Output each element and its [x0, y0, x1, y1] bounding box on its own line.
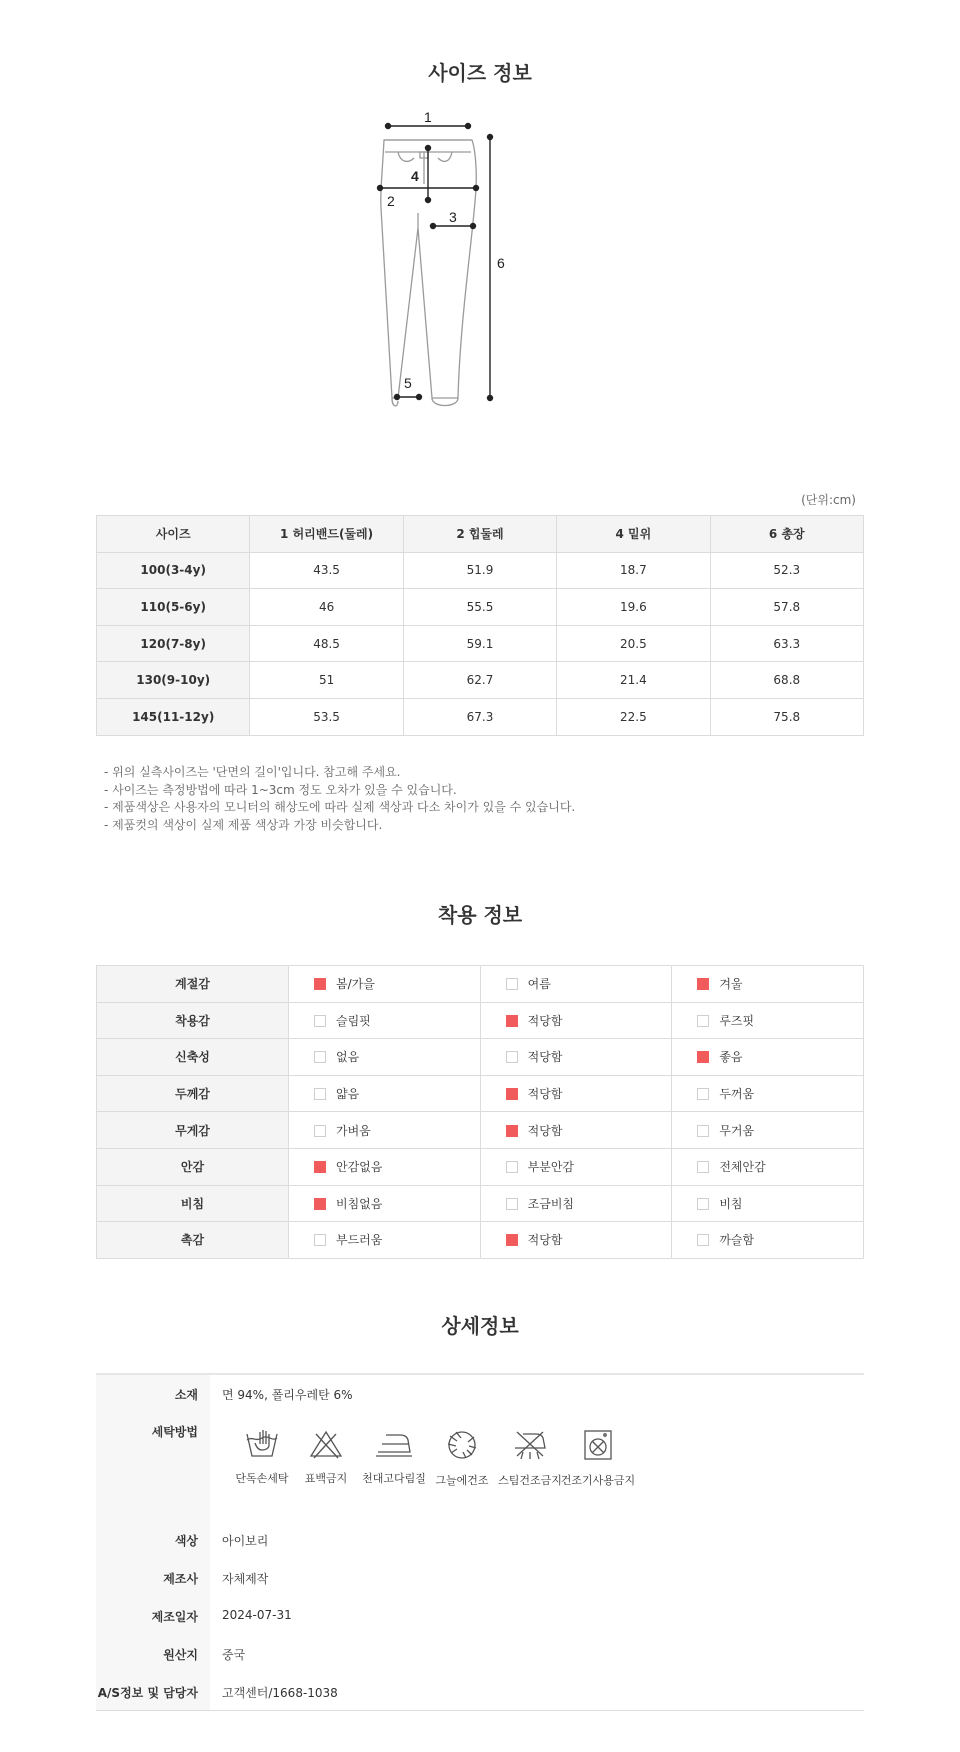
fit-option-label: 봄/가을 — [336, 977, 375, 992]
detail-bottom-border — [96, 1710, 864, 1711]
detail-section-title: 상세정보 — [441, 1314, 519, 1338]
fit-option-label: 얇음 — [336, 1087, 360, 1102]
fit-row-label: 안감 — [97, 1148, 289, 1185]
table-cell: 75.8 — [710, 698, 863, 735]
fit-option — [672, 1222, 864, 1259]
unchecked-box-icon — [697, 1125, 709, 1137]
hand-wash-icon — [244, 1428, 280, 1460]
table-row — [97, 662, 864, 699]
fit-row-label: 촉감 — [97, 1222, 289, 1259]
fit-option — [480, 1039, 672, 1076]
table-row — [97, 552, 864, 589]
care-label: 스팀건조금지 — [498, 1474, 562, 1487]
table-header-cell: 1 허리밴드(둘레) — [250, 516, 403, 553]
checked-box-icon — [314, 978, 326, 990]
fit-option — [672, 1039, 864, 1076]
checked-box-icon — [697, 1051, 709, 1063]
care-label: 건조기사용금지 — [560, 1474, 636, 1487]
fit-row-label: 신축성 — [97, 1039, 289, 1076]
fit-option — [480, 1148, 672, 1185]
fit-option — [672, 966, 864, 1003]
fit-option — [289, 1185, 481, 1222]
unit-label: (단위:cm) — [801, 493, 856, 507]
fit-option-label: 좋음 — [719, 1050, 743, 1065]
fit-option — [672, 1112, 864, 1149]
color-label: 색상 — [174, 1534, 198, 1548]
table-cell: 55.5 — [403, 589, 556, 626]
fit-row-label: 비침 — [97, 1185, 289, 1222]
fit-row — [97, 1002, 864, 1039]
as-info-label: A/S정보 및 담당자 — [97, 1686, 198, 1700]
fit-option-label: 조금비침 — [527, 1196, 575, 1211]
size-label-cell: 100(3-4y) — [97, 552, 250, 589]
fit-row — [97, 966, 864, 1003]
fit-row — [97, 1222, 864, 1259]
fit-option-label: 가벼움 — [336, 1123, 371, 1138]
fit-row-label: 무게감 — [97, 1112, 289, 1149]
checked-box-icon — [506, 1015, 518, 1027]
table-cell: 52.3 — [710, 552, 863, 589]
fit-option — [480, 1222, 672, 1259]
fit-option-label: 적당함 — [527, 1233, 563, 1248]
size-table — [96, 515, 864, 736]
table-header-cell: 4 밑위 — [557, 516, 710, 553]
fit-option-label: 적당함 — [527, 1087, 563, 1102]
fit-option — [480, 1002, 672, 1039]
checked-box-icon — [506, 1088, 518, 1100]
fit-row — [97, 1148, 864, 1185]
unchecked-box-icon — [506, 1161, 518, 1173]
fit-option-label: 두꺼움 — [719, 1087, 755, 1102]
table-row — [97, 589, 864, 626]
fit-option-label: 전체안감 — [719, 1160, 766, 1175]
fit-option-label: 적당함 — [527, 1123, 563, 1138]
fit-row — [97, 1112, 864, 1149]
size-label-cell: 110(5-6y) — [97, 589, 250, 626]
maker-value: 자체제작 — [222, 1572, 269, 1586]
fit-option — [480, 966, 672, 1003]
table-header-row — [97, 516, 864, 553]
detail-top-border — [96, 1373, 864, 1375]
fit-option — [480, 1075, 672, 1112]
fit-option-label: 까슬함 — [719, 1233, 755, 1248]
table-cell: 57.8 — [710, 589, 863, 626]
table-cell: 67.3 — [403, 698, 556, 735]
fit-option — [672, 1075, 864, 1112]
table-cell: 18.7 — [557, 552, 710, 589]
fit-option — [672, 1148, 864, 1185]
table-cell: 51 — [250, 662, 403, 699]
table-cell: 19.6 — [557, 589, 710, 626]
diagram-label-5: 5 — [404, 375, 412, 391]
fit-option-label: 여름 — [527, 977, 551, 992]
unchecked-box-icon — [506, 1051, 518, 1063]
fit-row-label: 계절감 — [97, 966, 289, 1003]
wash-label: 세탁방법 — [151, 1425, 198, 1439]
table-row — [97, 625, 864, 662]
fit-option-label: 없음 — [336, 1050, 360, 1065]
size-label-cell: 120(7-8y) — [97, 625, 250, 662]
fit-row — [97, 1185, 864, 1222]
checked-box-icon — [697, 978, 709, 990]
note-line: - 제품컷의 색상이 실제 제품 색상과 가장 비슷합니다. — [104, 817, 383, 832]
unchecked-box-icon — [314, 1051, 326, 1063]
shade-dry-icon — [444, 1428, 480, 1462]
checked-box-icon — [314, 1198, 326, 1210]
fit-option — [289, 966, 481, 1003]
checked-box-icon — [506, 1125, 518, 1137]
table-header-cell: 2 힙둘레 — [403, 516, 556, 553]
fit-row-label: 착용감 — [97, 1002, 289, 1039]
fit-option — [480, 1112, 672, 1149]
origin-value: 중국 — [222, 1648, 246, 1662]
fit-option — [480, 1185, 672, 1222]
diagram-label-6: 6 — [497, 255, 505, 271]
fit-option-label: 부분안감 — [527, 1160, 575, 1175]
fit-option — [672, 1002, 864, 1039]
fit-option-label: 겨울 — [719, 977, 743, 992]
maker-label: 제조사 — [163, 1572, 198, 1586]
care-item — [560, 1428, 636, 1488]
size-section-title: 사이즈 정보 — [428, 61, 532, 85]
manufacture-date-label: 제조일자 — [151, 1610, 198, 1624]
no-bleach-icon — [308, 1428, 344, 1460]
fit-section-title: 착용 정보 — [437, 903, 523, 927]
table-header-cell: 6 총장 — [710, 516, 863, 553]
fit-option-label: 적당함 — [527, 1013, 563, 1028]
diagram-label-3: 3 — [449, 209, 457, 225]
table-header-cell: 사이즈 — [97, 516, 250, 553]
fit-row-label: 두께감 — [97, 1075, 289, 1112]
table-cell: 59.1 — [403, 625, 556, 662]
unchecked-box-icon — [697, 1161, 709, 1173]
unchecked-box-icon — [314, 1088, 326, 1100]
unchecked-box-icon — [697, 1234, 709, 1246]
color-value: 아이보리 — [222, 1534, 269, 1548]
unchecked-box-icon — [697, 1198, 709, 1210]
unchecked-box-icon — [506, 978, 518, 990]
iron-with-cloth-icon — [374, 1428, 414, 1460]
fit-option — [289, 1148, 481, 1185]
fit-option — [289, 1112, 481, 1149]
table-cell: 48.5 — [250, 625, 403, 662]
material-value: 면 94%, 폴리우레탄 6% — [222, 1388, 353, 1402]
size-notes — [104, 764, 575, 834]
as-info-value: 고객센터/1668-1038 — [222, 1686, 338, 1700]
fit-option — [289, 1039, 481, 1076]
fit-option-label: 비침 — [719, 1196, 743, 1211]
fit-option-label: 적당함 — [527, 1050, 563, 1065]
manufacture-date-value: 2024-07-31 — [222, 1608, 292, 1622]
note-line: - 제품색상은 사용자의 모니터의 해상도에 따라 실제 색상과 다소 차이가 있을 수 있습니다. — [104, 800, 576, 814]
table-cell: 46 — [250, 589, 403, 626]
care-label: 단독손세탁 — [235, 1472, 289, 1485]
fit-option — [289, 1222, 481, 1259]
unchecked-box-icon — [314, 1125, 326, 1137]
care-item — [356, 1428, 432, 1486]
no-tumble-dry-icon — [580, 1428, 616, 1462]
fit-option-label: 슬림핏 — [336, 1013, 371, 1028]
unchecked-box-icon — [506, 1198, 518, 1210]
table-cell: 22.5 — [557, 698, 710, 735]
table-cell: 43.5 — [250, 552, 403, 589]
care-label: 천대고다림질 — [362, 1472, 426, 1485]
care-item — [492, 1428, 568, 1488]
note-line: - 사이즈는 측정방법에 따라 1~3cm 정도 오차가 있을 수 있습니다. — [104, 782, 457, 797]
table-cell: 51.9 — [403, 552, 556, 589]
size-label-cell: 130(9-10y) — [97, 662, 250, 699]
origin-label: 원산지 — [163, 1648, 198, 1662]
checked-box-icon — [506, 1234, 518, 1246]
care-item — [288, 1428, 364, 1486]
fit-row — [97, 1075, 864, 1112]
fit-option — [289, 1002, 481, 1039]
table-cell: 21.4 — [557, 662, 710, 699]
fit-option — [289, 1075, 481, 1112]
fit-option-label: 루즈핏 — [719, 1013, 755, 1028]
unchecked-box-icon — [314, 1015, 326, 1027]
table-cell: 53.5 — [250, 698, 403, 735]
fit-option-label: 부드러움 — [336, 1233, 383, 1248]
no-steam-dry-icon — [511, 1428, 549, 1462]
table-cell: 20.5 — [557, 625, 710, 662]
diagram-label-2: 2 — [387, 193, 395, 209]
unchecked-box-icon — [697, 1015, 709, 1027]
size-label-cell: 145(11-12y) — [97, 698, 250, 735]
fit-option-label: 비침없음 — [336, 1196, 383, 1211]
unchecked-box-icon — [314, 1234, 326, 1246]
diagram-label-4: 4 — [411, 168, 419, 184]
unchecked-box-icon — [697, 1088, 709, 1100]
table-cell: 62.7 — [403, 662, 556, 699]
note-line: - 위의 실측사이즈는 '단면의 길이'입니다. 참고해 주세요. — [104, 765, 401, 779]
fit-table — [96, 965, 864, 1259]
pants-measurement-diagram — [380, 109, 580, 458]
care-label: 그늘에건조 — [435, 1474, 489, 1487]
diagram-label-1: 1 — [424, 109, 432, 125]
checked-box-icon — [314, 1161, 326, 1173]
fit-row — [97, 1039, 864, 1076]
care-item — [424, 1428, 500, 1488]
fit-option-label: 안감없음 — [336, 1160, 383, 1175]
table-cell: 68.8 — [710, 662, 863, 699]
table-row — [97, 698, 864, 735]
fit-option-label: 무거움 — [719, 1123, 755, 1138]
care-label: 표백금지 — [304, 1472, 348, 1485]
fit-option — [672, 1185, 864, 1222]
material-label: 소재 — [174, 1388, 198, 1402]
table-cell: 63.3 — [710, 625, 863, 662]
